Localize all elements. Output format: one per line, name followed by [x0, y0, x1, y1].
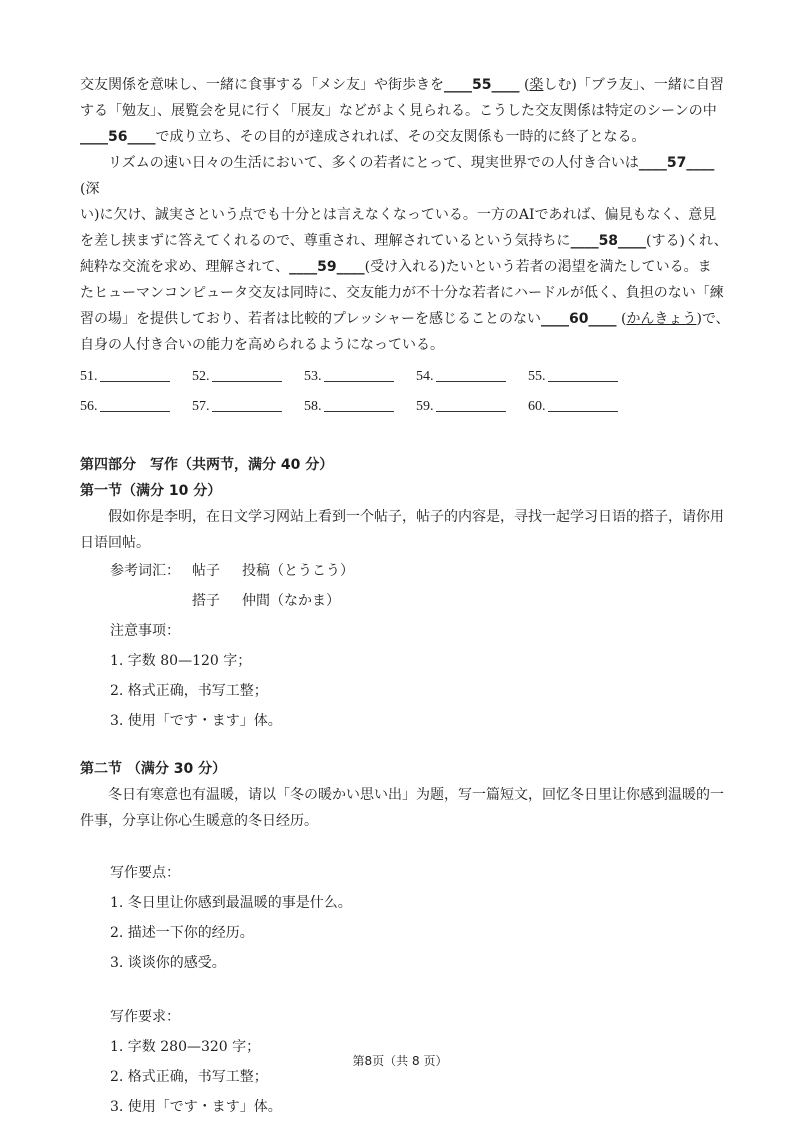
passage-line: 習の場」を提供しており、若者は比較的プレッシャーを感じることのない____60____ (かんきょう)で、	[80, 311, 730, 327]
answer-slot-52[interactable]: 52.	[192, 369, 304, 385]
page-footer: 第8页（共 8 页）	[352, 1054, 448, 1068]
reference-vocab: 搭子 仲間（なかま）	[192, 593, 340, 609]
answer-slot-60[interactable]: 60.	[528, 399, 640, 415]
answer-slot-53[interactable]: 53.	[304, 369, 416, 385]
writing-section	[80, 452, 730, 1122]
requirement-item: 1. 字数 280—320 字；	[110, 1039, 261, 1055]
blank-55: ____55____	[444, 77, 520, 93]
blank-60: ____60____	[541, 311, 617, 327]
reading-passage	[80, 72, 730, 358]
note-item: 3. 使用「です・ます」体。	[110, 713, 282, 729]
section1-prompt-cont: 日语回帖。	[80, 535, 150, 551]
answer-slot-58[interactable]: 58.	[304, 399, 416, 415]
passage-line: を差し挟まずに答えてくれるので、尊重され、理解されているという気持ちに____58____(する)くれ、	[80, 233, 728, 249]
answer-row	[80, 362, 730, 392]
passage-line: 純粋な交流を求め、理解されて、____59____(受け入れる)たいという若者の渇望を満たしている。ま	[80, 259, 712, 275]
requirement-item: 3. 使用「です・ます」体。	[110, 1099, 282, 1115]
section2-prompt: 冬日有寒意也有温暖，请以「冬の暖かい思い出」为题，写一篇短文，回忆冬日里让你感到温暖的一	[108, 787, 724, 803]
passage-line: 交友関係を意味し、一緒に食事する「メシ友」や街歩きを____55____ (楽しむ)「ブラ友」、一緒に自習	[80, 77, 724, 93]
passage-line: する「勉友」、展覧会を見に行く「展友」などがよく見られる。こうした交友関係は特定のシーンの中	[80, 103, 717, 119]
section2-title: 第二节 （满分 30 分）	[80, 761, 227, 777]
answer-slot-57[interactable]: 57.	[192, 399, 304, 415]
section1-prompt: 假如你是李明，在日文学习网站上看到一个帖子，帖子的内容是，寻找一起学习日语的搭子，请你用	[108, 509, 724, 525]
blank-58: ____58____	[570, 233, 647, 249]
passage-line: リズムの速い日々の生活において、多くの若者にとって、現実世界での人付き合いは____57____ (深	[80, 155, 715, 197]
reference-vocab: 参考词汇： 帖子 投稿（とうこう）	[110, 563, 354, 579]
answer-slot-56[interactable]: 56.	[80, 399, 192, 415]
section2-prompt-cont: 件事，分享让你心生暖意的冬日经历。	[80, 813, 318, 829]
requirements-title: 写作要求：	[110, 1009, 180, 1025]
point-item: 3. 谈谈你的感受。	[110, 955, 226, 971]
blank-56: ____56____	[80, 129, 156, 145]
section1-title: 第一节（满分 10 分）	[80, 483, 222, 499]
passage-line: い)に欠け、誠実さという点でも十分とは言えなくなっている。一方のAIであれば、偏見もなく、意見	[80, 207, 717, 223]
blank-57: ____57____	[638, 155, 715, 171]
passage-line: たヒューマンコンピュータ交友は同時に、交友能力が不十分な若者にハードルが低く、負担のない「練	[80, 285, 724, 301]
answer-slot-51[interactable]: 51.	[80, 369, 192, 385]
note-item: 2. 格式正确，书写工整；	[110, 683, 268, 699]
point-item: 1. 冬日里让你感到最温暖的事是什么。	[110, 895, 352, 911]
point-item: 2. 描述一下你的经历。	[110, 925, 254, 941]
points-title: 写作要点：	[110, 865, 180, 881]
blank-59: ____59____	[289, 259, 365, 275]
passage-line: 自身の人付き合いの能力を高められるようになっている。	[80, 337, 444, 353]
answer-slot-55[interactable]: 55.	[528, 369, 640, 385]
passage-line: ____56____で成り立ち、その目的が達成されれば、その交友関係も一時的に終了となる。	[80, 129, 646, 145]
answer-blanks	[80, 362, 730, 422]
part4-title: 第四部分 写作（共两节，满分 40 分）	[80, 457, 334, 473]
answer-row	[80, 392, 730, 422]
notes-title: 注意事项：	[110, 623, 180, 639]
answer-slot-59[interactable]: 59.	[416, 399, 528, 415]
answer-slot-54[interactable]: 54.	[416, 369, 528, 385]
note-item: 1. 字数 80—120 字；	[110, 653, 252, 669]
exam-page	[80, 72, 730, 1122]
requirement-item: 2. 格式正确，书写工整；	[110, 1069, 268, 1085]
